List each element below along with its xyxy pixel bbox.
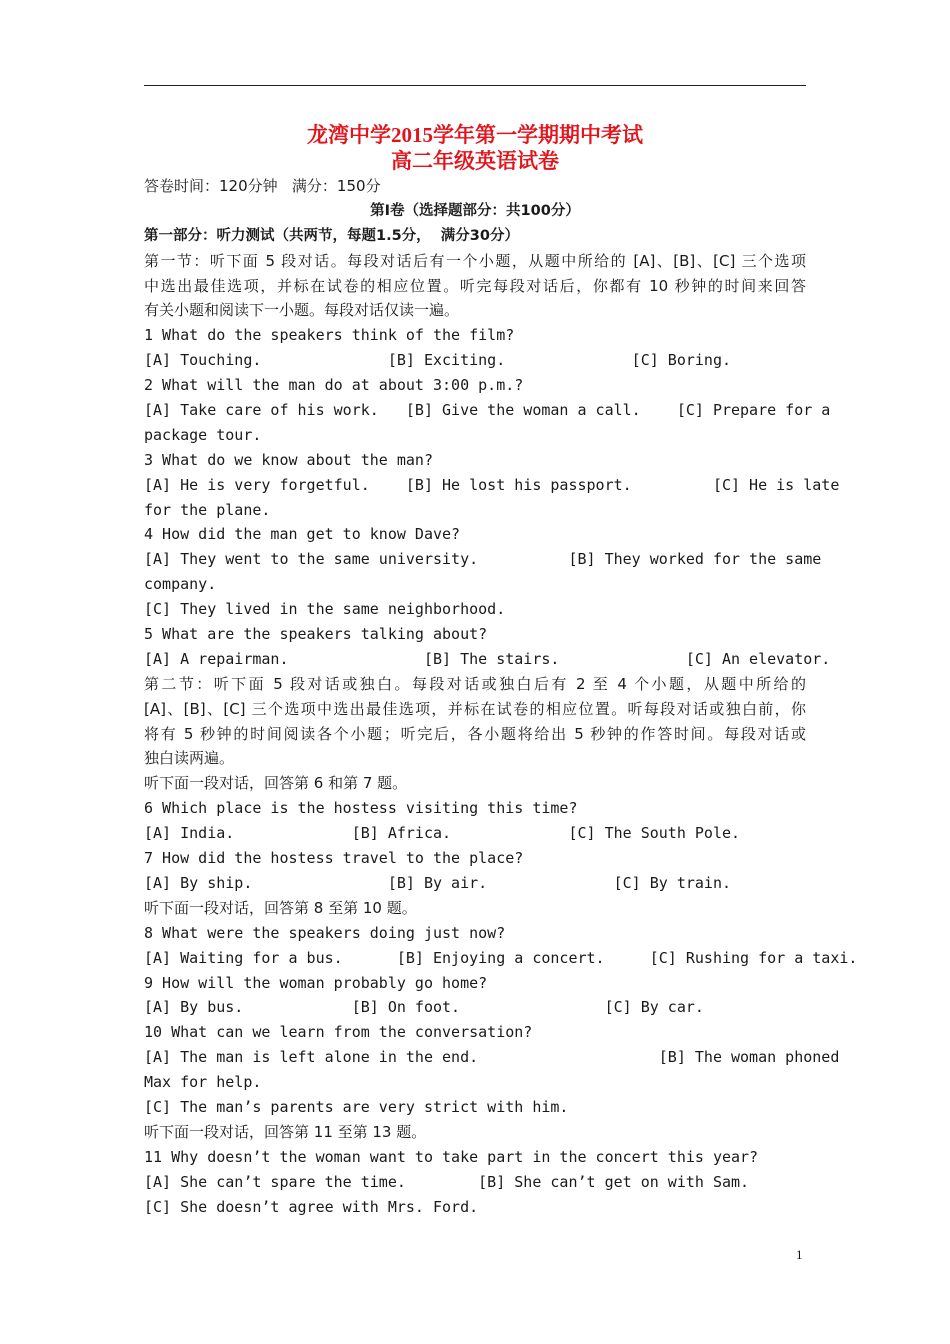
question-options: Max for help. xyxy=(144,1073,262,1092)
section2-instructions: [A]、[B]、[C] 三个选项中选出最佳选项，并标在试卷的相应位置。听每段对话或独白前，你 xyxy=(144,699,806,718)
dialogue-instruction: 听下面一段对话，回答第 11 至第 13 题。 xyxy=(144,1122,427,1141)
question-options: [A] He is very forgetful. [B] He lost his passport. [C] He is late xyxy=(144,475,840,494)
exam-title-line2: 高二年级英语试卷 xyxy=(391,149,559,173)
volume-heading: 第Ⅰ卷（选择题部分：共100分） xyxy=(370,202,580,219)
question: 1 What do the speakers think of the film? xyxy=(144,326,515,345)
question: 6 Which place is the hostess visiting this time? xyxy=(144,799,578,818)
question-options: [A] Touching. [B] Exciting. [C] Boring. xyxy=(144,351,731,370)
section2-instructions: 第二节：听下面 5 段对话或独白。每段对话或独白后有 2 至 4 个小题，从题中所给的 xyxy=(144,674,806,693)
section1-instructions: 中选出最佳选项，并标在试卷的相应位置。听完每段对话后，你都有 10 秒钟的时间来回答 xyxy=(144,276,806,295)
dialogue-instruction: 听下面一段对话，回答第 8 至第 10 题。 xyxy=(144,898,417,917)
exam-title-line1: 龙湾中学2015学年第一学期期中考试 xyxy=(307,123,643,147)
header-rule xyxy=(144,85,806,86)
part-heading: 第一部分：听力测试（共两节，每题1.5分， 满分30分） xyxy=(144,227,519,244)
question-options: for the plane. xyxy=(144,500,271,519)
question-options: package tour. xyxy=(144,425,262,444)
document-body xyxy=(144,122,858,1219)
question: 8 What were the speakers doing just now? xyxy=(144,923,506,942)
section1-instructions: 第一节：听下面 5 段对话。每段对话后有一个小题，从题中所给的 [A]、[B]、[C] 三个选项 xyxy=(144,251,806,270)
question-options: [C] She doesn’t agree with Mrs. Ford. xyxy=(144,1197,479,1216)
exam-info: 答卷时间：120分钟 满分：150分 xyxy=(144,177,381,195)
question-options: [C] The man’s parents are very strict with him. xyxy=(144,1097,569,1116)
question-options: [A] India. [B] Africa. [C] The South Pole. xyxy=(144,824,741,843)
section1-instructions: 有关小题和阅读下一小题。每段对话仅读一遍。 xyxy=(144,301,460,320)
question: 3 What do we know about the man? xyxy=(144,450,433,469)
question-options: [A] The man is left alone in the end. [B] The woman phoned xyxy=(144,1048,840,1067)
question-options: [A] They went to the same university. [B] They worked for the same xyxy=(144,550,822,569)
dialogue-instruction: 听下面一段对话，回答第 6 和第 7 题。 xyxy=(144,774,408,793)
section2-instructions: 独白读两遍。 xyxy=(144,749,235,768)
page-number: 1 xyxy=(796,1247,803,1262)
section2-instructions: 将有 5 秒钟的时间阅读各个小题；听完后，各小题将给出 5 秒钟的作答时间。每段对话或 xyxy=(144,724,806,743)
question-options: [A] Waiting for a bus. [B] Enjoying a concert. [C] Rushing for a taxi. xyxy=(144,948,858,967)
question: 5 What are the speakers talking about? xyxy=(144,625,488,644)
question-options: [A] A repairman. [B] The stairs. [C] An elevator. xyxy=(144,649,831,668)
question: 11 Why doesn’t the woman want to take part in the concert this year? xyxy=(144,1147,759,1166)
question: 2 What will the man do at about 3:00 p.m.? xyxy=(144,376,524,395)
question-options: [A] By ship. [B] By air. [C] By train. xyxy=(144,873,731,892)
question-options: company. xyxy=(144,575,217,594)
question-options: [A] Take care of his work. [B] Give the woman a call. [C] Prepare for a xyxy=(144,401,831,420)
question-options: [A] By bus. [B] On foot. [C] By car. xyxy=(144,998,704,1017)
question-options: [A] She can’t spare the time. [B] She can’t get on with Sam. xyxy=(144,1172,750,1191)
question-options: [C] They lived in the same neighborhood. xyxy=(144,600,506,619)
question: 4 How did the man get to know Dave? xyxy=(144,525,461,544)
question: 7 How did the hostess travel to the place? xyxy=(144,849,524,868)
question: 9 How will the woman probably go home? xyxy=(144,973,488,992)
question: 10 What can we learn from the conversation? xyxy=(144,1023,533,1042)
